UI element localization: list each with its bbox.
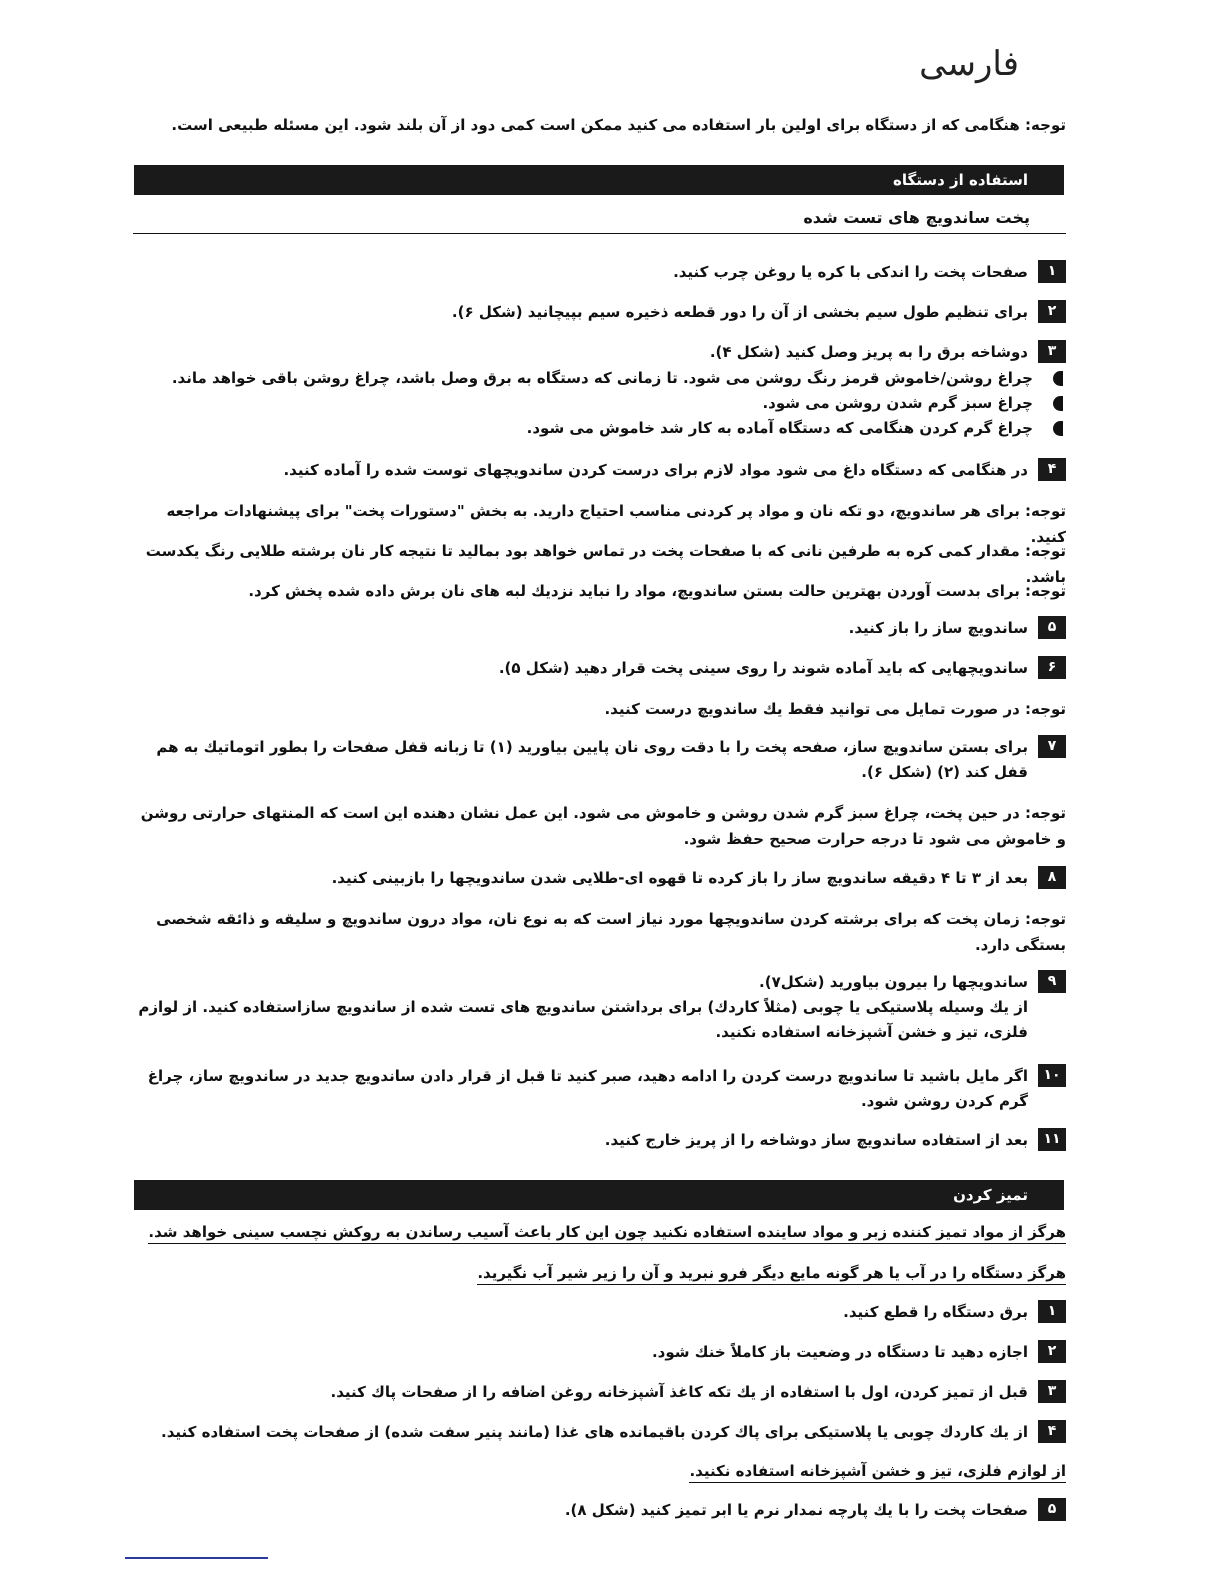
step-number: ۲ (1038, 300, 1066, 323)
bullet-item: چراغ روشن/خاموش قرمز رنگ روشن می شود. تا زمانی که دستگاه به برق وصل باشد، چراغ روشن باقی خواهد ماند. (131, 366, 1066, 391)
note: توجه: در حین پخت، چراغ سبز گرم شدن روشن و خاموش می شود. این عمل نشان دهنده این است که المنتهای حرارتی روشن و خاموش می شود تا درجه حرارت صحیح حفظ شود. (140, 804, 1066, 848)
note: توجه: مقدار کمی کره به طرفین نانی که با صفحات پخت در تماس خواهد بود بمالید تا نتیجه کار نان برشته طلایی رنگ یکدست باشد. (145, 542, 1066, 586)
step-number: ۴ (1038, 1420, 1066, 1443)
step-3 (131, 340, 1066, 365)
step-number: ۸ (1038, 866, 1066, 889)
step-number: ۱ (1038, 1300, 1066, 1323)
step-text: برای تنظیم طول سیم بخشی از آن را دور قطعه ذخیره سیم بپیچانید (شکل ۶). (451, 303, 1028, 321)
step-number: ۴ (1038, 458, 1066, 481)
note: توجه: زمان پخت که برای برشته کردن ساندویچها مورد نیاز است که به نوع نان، مواد درون ساندویچ و سلیقه و ذائقه شخصی بستگی دارد. (156, 910, 1066, 954)
clean-step-1 (131, 1300, 1066, 1325)
step-number: ۱۰ (1038, 1064, 1066, 1087)
bullet-item: چراغ سبز گرم شدن روشن می شود. (131, 391, 1066, 416)
step-number: ۵ (1038, 616, 1066, 639)
section-header-use: استفاده از دستگاه (134, 165, 1064, 195)
subheading-toasted-sandwiches: پخت ساندویچ های تست شده (133, 208, 1066, 234)
step-text: در هنگامی که دستگاه داغ می شود مواد لازم برای درست کردن ساندویچهای توست شده را آماده کنید. (283, 461, 1028, 479)
step-text: بعد از استفاده ساندویچ ساز دوشاخه را از پریز خارج کنید. (604, 1131, 1028, 1149)
step-number: ۳ (1038, 1380, 1066, 1403)
step-number: ۵ (1038, 1498, 1066, 1521)
step-5 (131, 616, 1066, 641)
step-9 (131, 970, 1066, 1045)
step-8 (131, 866, 1066, 891)
step-text: ساندویچها را بیرون بیاورید (شکل۷). از یك وسیله پلاستیكی یا چوبی (مثلاً كاردك) برای برداشتن ساندویچ های تست شده از ساندویچ سازاستفاده كنید. از لوازم فلزی، تیز و خشن آشپزخانه استفاده نكنید. (138, 973, 1028, 1041)
step-text: دوشاخه برق را به پریز وصل کنید (شکل ۴). (709, 343, 1028, 361)
step-number: ۶ (1038, 656, 1066, 679)
step-6 (131, 656, 1066, 681)
note: توجه: در صورت تمایل می توانید فقط یك ساندویچ درست كنید. (604, 700, 1066, 718)
step-2 (131, 300, 1066, 325)
footer-rule (125, 1557, 268, 1559)
bullet-icon (1053, 371, 1063, 386)
step-text: برای بستن ساندویچ ساز، صفحه پخت را با دقت روی نان پایین بیاورید (۱) تا زبانه قفل صفحات را بطور اتوماتیك به هم قفل كند (۲) (شکل ۶). (156, 738, 1028, 781)
indicator-bullets (131, 366, 1066, 441)
step-text: قبل از تمیز كردن، اول با استفاده از یك تكه كاغذ آشپزخانه روغن اضافه را از صفحات پاك كنید. (330, 1383, 1028, 1401)
bullet-icon (1053, 396, 1063, 411)
clean-step-5 (131, 1498, 1066, 1523)
step-7 (131, 735, 1066, 785)
step-number: ۹ (1038, 970, 1066, 993)
step-11 (131, 1128, 1066, 1153)
step-number: ۷ (1038, 735, 1066, 758)
step-text: از یك كاردك چوبی یا پلاستیكی برای پاك كردن باقیمانده های غذا (مانند پنیر سفت شده) از صفحات پخت استفاده كنید. (161, 1423, 1028, 1441)
step-text: اجازه دهید تا دستگاه در وضعیت باز کاملاً خنك شود. (651, 1343, 1028, 1361)
bullet-icon (1053, 421, 1063, 436)
note: توجه: برای هر ساندویچ، دو تکه نان و مواد پر کردنی مناسب احتیاج دارید. به بخش "دستورات پخت" برای پیشنهادات مراجعه کنید. (166, 502, 1066, 546)
step-text: بعد از ۳ تا ۴ دقیقه ساندویچ ساز را باز کرده تا قهوه ای-طلایی شدن ساندویچها را بازبینی کنید. (331, 869, 1028, 887)
bullet-item: چراغ گرم کردن هنگامی که دستگاه آماده به کار شد خاموش می شود. (131, 416, 1066, 441)
clean-step-3 (131, 1380, 1066, 1405)
step-number: ۱۱ (1038, 1128, 1066, 1151)
step-number: ۱ (1038, 260, 1066, 283)
intro-note: توجه: هنگامی که از دستگاه برای اولین بار استفاده می کنید ممکن است کمی دود از آن بلند شود. این مسئله طبیعی است. (171, 116, 1066, 134)
step-text: ساندویچهایی که باید آماده شوند را روی سینی پخت قرار دهید (شکل ۵). (498, 659, 1028, 677)
clean-step-4 (131, 1420, 1066, 1445)
warning-no-immersion: هرگز دستگاه را در آب یا هر گونه مایع دیگر فرو نبرید و آن را زیر شیر آب نگیرید. (477, 1264, 1066, 1285)
clean-step-2 (131, 1340, 1066, 1365)
step-text: صفحات پخت را با یك پارچه نمدار نرم یا ابر تمیز كنید (شکل ۸). (564, 1501, 1028, 1519)
step-1 (131, 260, 1066, 285)
step-number: ۳ (1038, 340, 1066, 363)
section-header-cleaning: تمیز کردن (134, 1180, 1064, 1210)
step-number: ۲ (1038, 1340, 1066, 1363)
step-10 (131, 1064, 1066, 1114)
step-text: برق دستگاه را قطع کنید. (843, 1303, 1028, 1321)
warning-abrasives: هرگز از مواد تمیز کننده زبر و مواد ساینده استفاده نکنید چون این کار باعث آسیب رساندن به روکش نچسب سینی خواهد شد. (148, 1223, 1066, 1244)
note: توجه: برای بدست آوردن بهترین حالت بستن ساندویچ، مواد را نباید نزدیك لبه های نان برش داده شده پخش كرد. (248, 582, 1066, 600)
step-4 (131, 458, 1066, 483)
step-text: اگر مایل باشید تا ساندویچ درست کردن را ادامه دهید، صبر کنید تا قبل از قرار دادن ساندویچ جدید در ساندویچ ساز، چراغ گرم کردن روشن شود. (147, 1067, 1028, 1110)
step-text: ساندویچ ساز را باز کنید. (848, 619, 1028, 637)
step-text: صفحات پخت را اندکی با کره یا روغن چرب کنید. (673, 263, 1028, 281)
warning-metal-utensils: از لوازم فلزی، تیز و خشن آشپزخانه استفاده نكنید. (689, 1462, 1066, 1483)
language-title: فارسی (919, 44, 1019, 84)
